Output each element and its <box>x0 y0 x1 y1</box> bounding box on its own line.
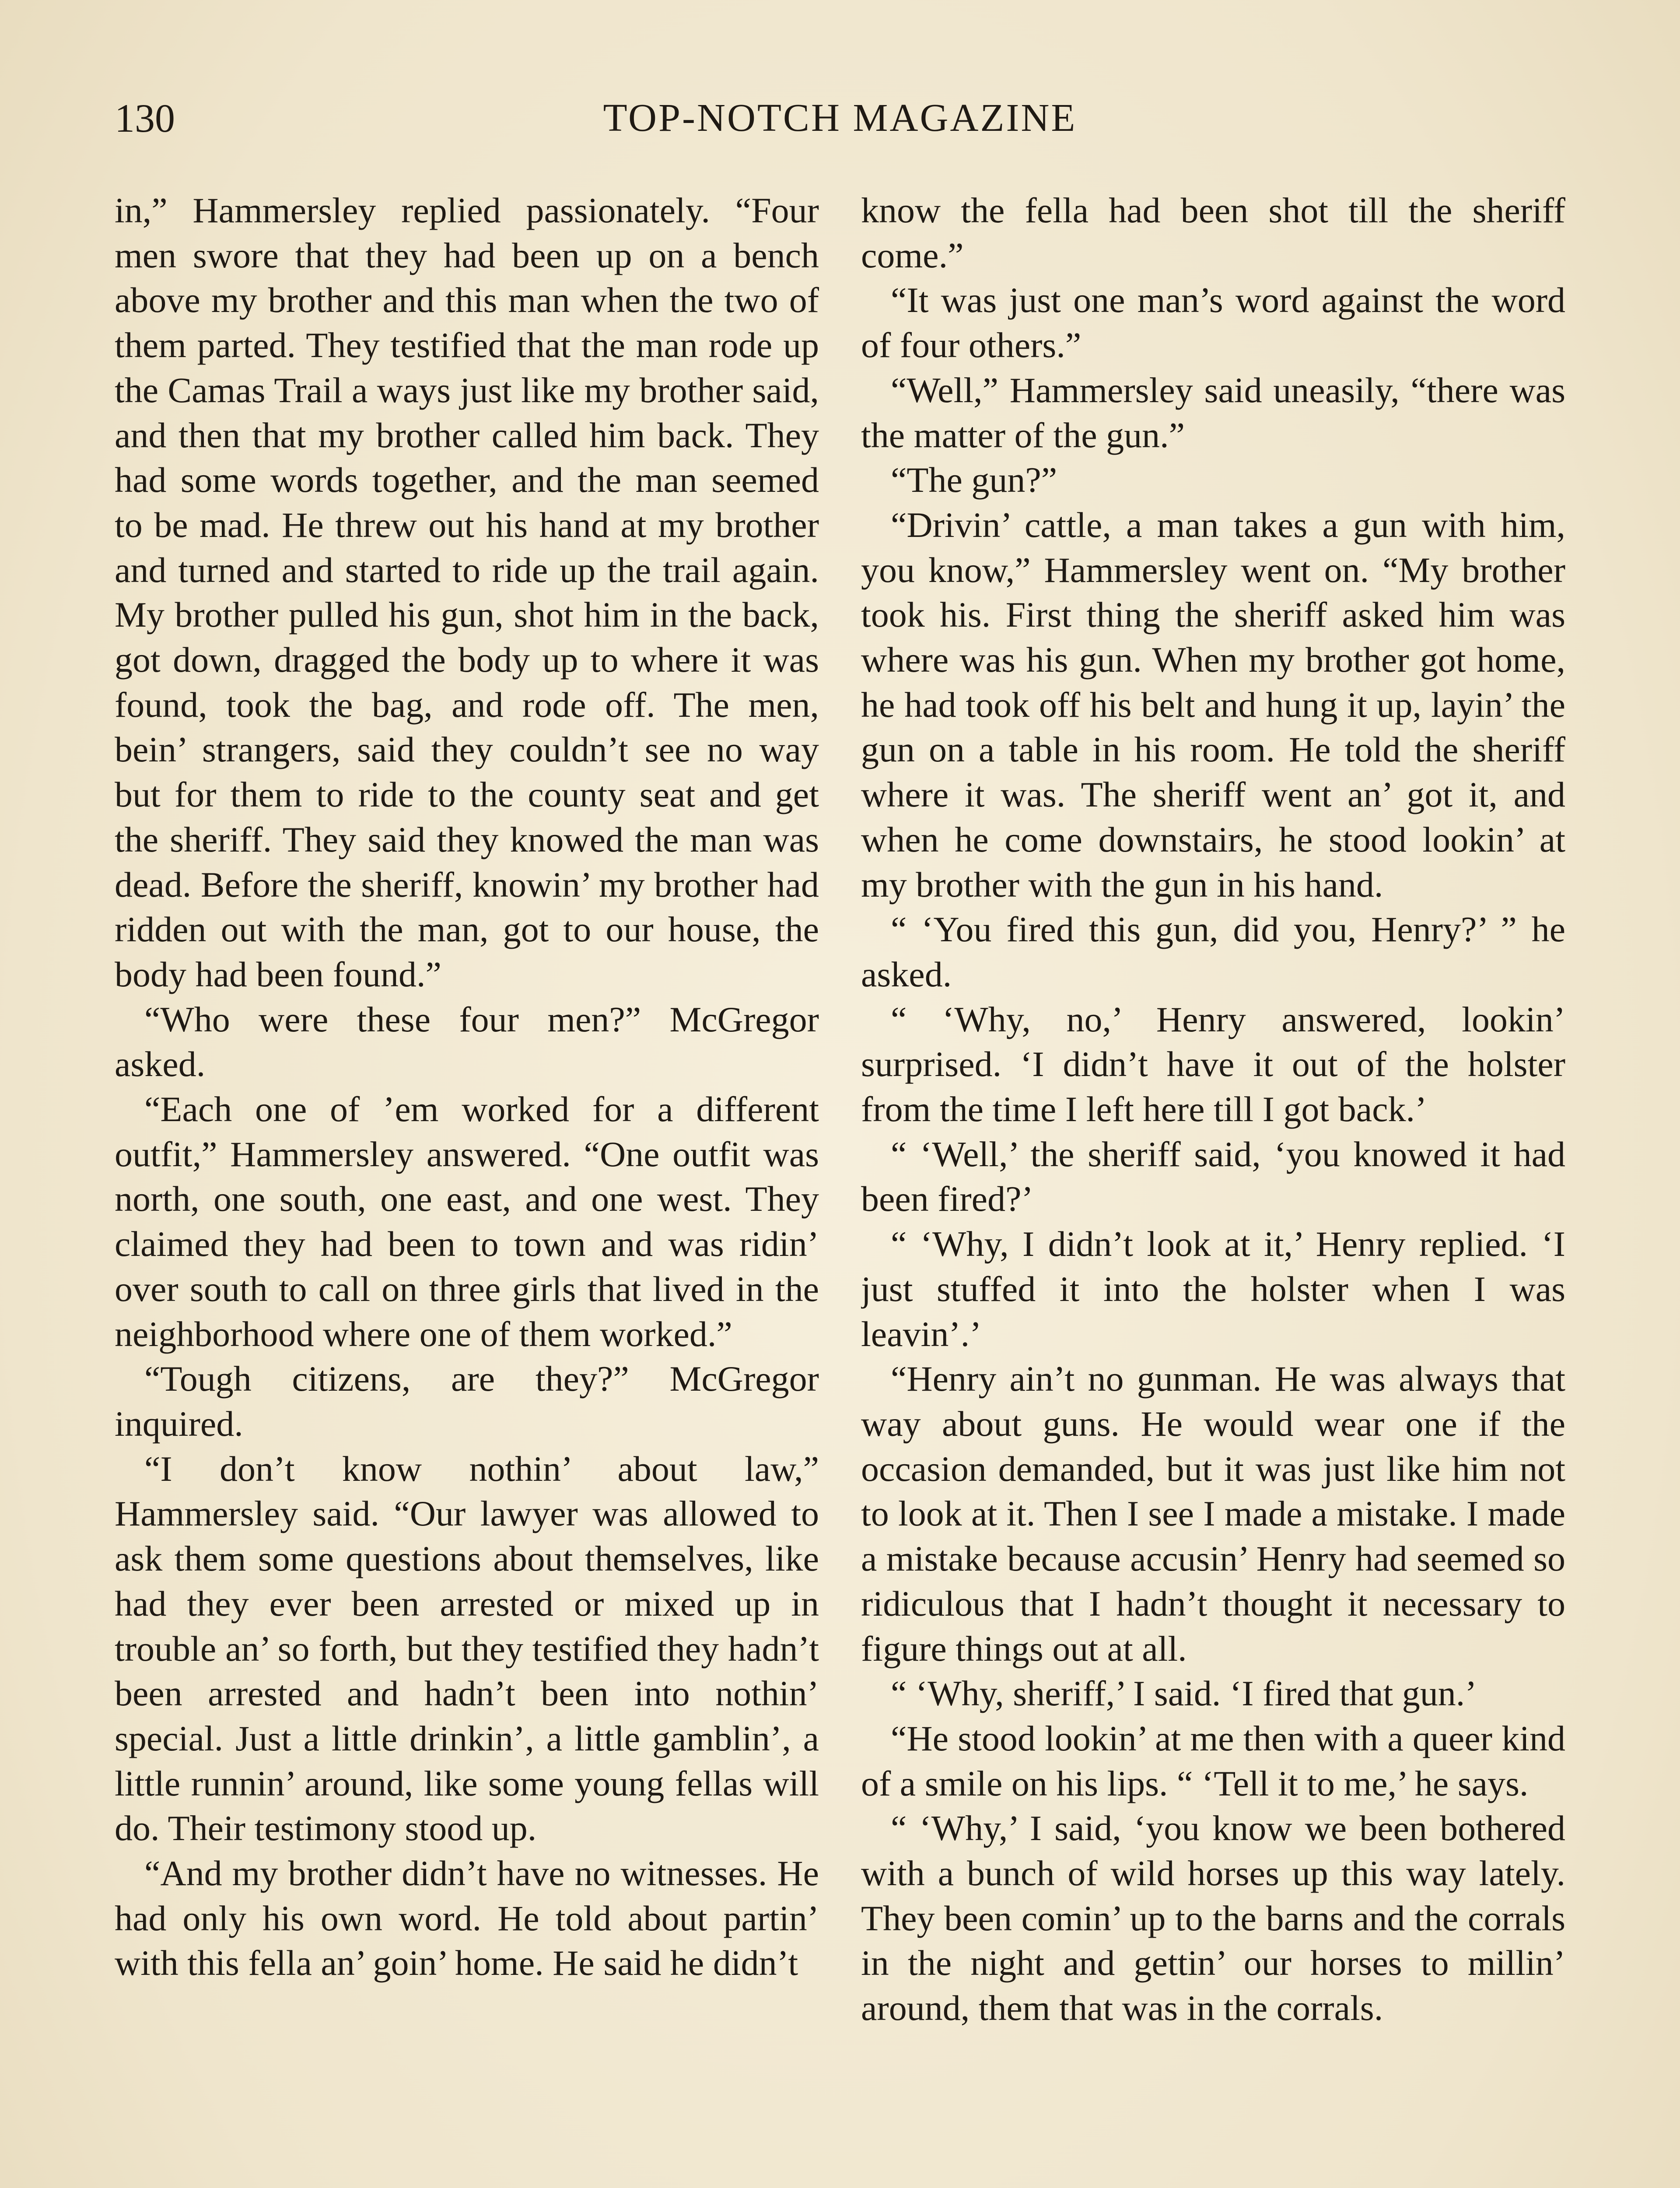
left-column-paragraph: in,” Hammersley replied passionately. “Four men swore that they had been up on a bench above my brother and this man when the two of them parted. They testified that the man rode up the Camas Trail a ways just like my brother said, and then that my brother called him back. They had some words together, and the man seemed to be mad. He threw out his hand at my brother and turned and started to ride up the trail again. My brother pulled his gun, shot him in the back, got down, dragged the body up to where it was found, took the bag, and rode off. The men, bein’ strangers, said they couldn’t see no way but for them to ride to the county seat and get the sheriff. They said they knowed the man was dead. Before the sheriff, knowin’ my brother had ridden out with the man, got to our house, the body had been found.” <box>115 190 819 994</box>
left-column-paragraph: “And my brother didn’t have no witnesses. He had only his own word. He told about partin’ with this fella an’ goin’ home. He said he didn’t <box>115 1853 819 1983</box>
right-column-paragraph: “ ‘Why,’ I said, ‘you know we been bothered with a bunch of wild horses up this way lately. They been comin’ up to the barns and the corrals in the night and gettin’ our horses to millin’ around, them that was in the corrals. <box>861 1808 1565 2028</box>
right-column-paragraph: “ ‘Why, no,’ Henry answered, lookin’ surprised. ‘I didn’t have it out of the holster from the time I left here till I got back.’ <box>861 999 1565 1129</box>
page-number: 130 <box>115 96 175 140</box>
left-column-paragraph: “I don’t know nothin’ about law,” Hammersley said. “Our lawyer was allowed to ask them some questions about themselves, like had they ever been arrested or mixed up in trouble an’ so forth, but they testified they hadn’t been arrested and hadn’t been into nothin’ special. Just a little drinkin’, a little gamblin’, a little runnin’ around, like some young fellas will do. Their testimony stood up. <box>115 1448 819 1848</box>
left-text-column <box>115 188 819 2188</box>
left-column-paragraph: “Each one of ’em worked for a different outfit,” Hammersley answered. “One outfit was north, one south, one east, and one west. They claimed they had been to town and was ridin’ over south to call on three girls that lived in the neighborhood where one of them worked.” <box>115 1089 819 1354</box>
left-column-paragraph: “Who were these four men?” McGregor asked. <box>115 999 819 1084</box>
right-column-paragraph: “He stood lookin’ at me then with a queer kind of a smile on his lips. “ ‘Tell it to me,’ he says. <box>861 1718 1565 1803</box>
right-column-paragraph: know the fella had been shot till the sheriff come.” <box>861 190 1565 275</box>
right-column-paragraph: “Henry ain’t no gunman. He was always that way about guns. He would wear one if the occasion demanded, but it was just like him not to look at it. Then I see I made a mistake. I made a mistake because accusin’ Henry had seemed so ridiculous that I hadn’t thought it necessary to figure things out at all. <box>861 1359 1565 1669</box>
page-header <box>115 94 1565 142</box>
right-column-paragraph: “Drivin’ cattle, a man takes a gun with him, you know,” Hammersley went on. “My brother took his. First thing the sheriff asked him was where was his gun. When my brother got home, he had took off his belt and hung it up, layin’ the gun on a table in his room. He told the sheriff where it was. The sheriff went an’ got it, and when he come downstairs, he stood lookin’ at my brother with the gun in his hand. <box>861 505 1565 905</box>
running-head-title: TOP-NOTCH MAGAZINE <box>603 96 1077 140</box>
right-column-paragraph: “ ‘Why, sheriff,’ I said. ‘I fired that gun.’ <box>891 1673 1477 1714</box>
right-column-paragraph: “ ‘Well,’ the sheriff said, ‘you knowed it had been fired?’ <box>861 1134 1565 1219</box>
right-column-paragraph: “The gun?” <box>891 460 1057 500</box>
right-column-paragraph: “ ‘You fired this gun, did you, Henry?’ ” he asked. <box>861 909 1565 994</box>
right-text-column <box>861 188 1565 2188</box>
right-column-paragraph: “It was just one man’s word against the word of four others.” <box>861 280 1565 365</box>
right-column-paragraph: “Well,” Hammersley said uneasily, “there was the matter of the gun.” <box>861 370 1565 455</box>
right-column-paragraph: “ ‘Why, I didn’t look at it,’ Henry replied. ‘I just stuffed it into the holster when I was leavin’.’ <box>861 1224 1565 1354</box>
left-column-paragraph: “Tough citizens, are they?” McGregor inquired. <box>115 1359 819 1444</box>
